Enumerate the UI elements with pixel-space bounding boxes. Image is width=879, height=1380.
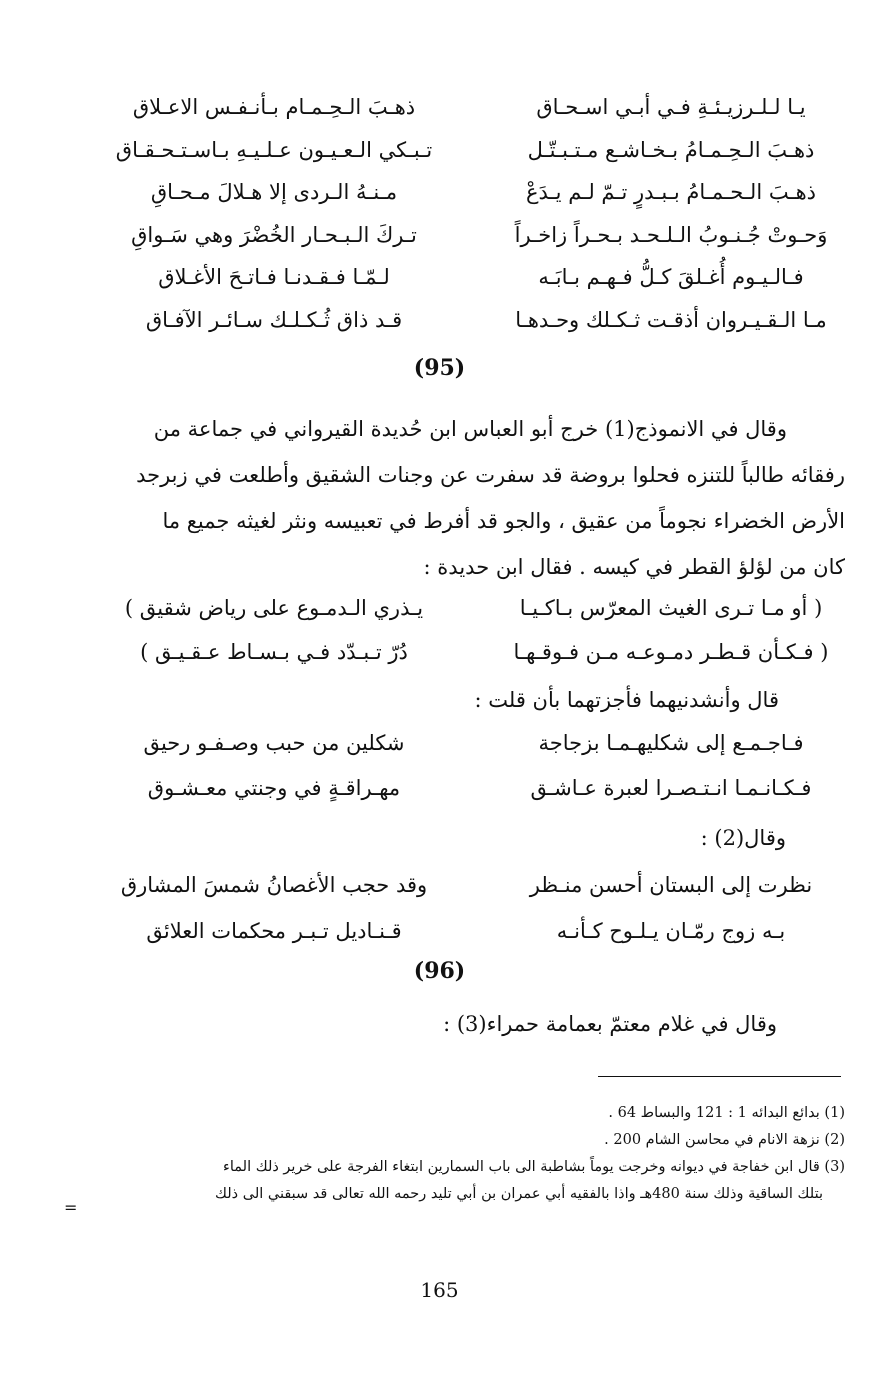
verse-second-hemistich: شكلين من حبب وصـفـو رحيق <box>143 730 405 755</box>
verse-second-hemistich: وقد حجب الأغصانُ شمسَ المشارق <box>120 873 428 897</box>
verse-second-hemistich: مـنـهُ الـردى إلا هـلالَ مـحـاقِ <box>150 180 398 205</box>
prose-line: كان من لؤلؤ القطر في كيسه . فقال ابن حديدة : <box>423 555 845 579</box>
verse-first-hemistich: وَحـوتْ جُـنـوبُ الـلـحـد بـحـراً زاخـراً <box>514 222 828 247</box>
verse-row <box>100 299 845 342</box>
verse-first-hemistich: نظرت إلى البستان أحسن منـظر <box>529 873 813 897</box>
verse-row <box>100 256 845 299</box>
verse-first-hemistich: فـكـانـمـا انـتـصـرا لعبرة عـاشـق <box>530 775 812 800</box>
verse-row <box>100 862 845 908</box>
prose-paragraph <box>100 406 845 590</box>
footnote: (1) بدائع البدائه 1 : 121 والبساط 64 . <box>608 1105 845 1121</box>
page-number: 165 <box>420 1278 459 1302</box>
verse-intro: وقال في غلام معتمّ بعمامة حمراء(3) : <box>443 1012 777 1036</box>
footnotes <box>70 1100 845 1208</box>
verse-row <box>100 86 845 129</box>
verse-first-hemistich: ذهـبَ الـحـمـامُ بـبـدرٍ تـمّ لـم يـدَعْ <box>525 180 817 205</box>
verse-first-hemistich: فـاجـمـع إلى شكليهـمـا بزجاجة <box>538 730 804 755</box>
verse-first-hemistich: بـه زوج رمّـان يـلـوح كـأنـه <box>556 919 786 943</box>
poem-rain <box>100 586 845 674</box>
verse-second-hemistich: ذهـبَ الـحِـمـام بـأنـفـس الاعـلاق <box>132 95 416 120</box>
verse-second-hemistich: قـد ذاق ثُـكـلـك سـائـر الآفـاق <box>145 307 403 332</box>
verse-row <box>100 908 845 954</box>
verse-intro: وقال(2) : <box>700 826 786 850</box>
prose-line: الأرض الخضراء نجوماً من عقيق ، والجو قد أفرط في تعبيسه ونثر لغيثه جميع ما <box>162 509 845 533</box>
footnote: (2) نزهة الانام في محاسن الشام 200 . <box>604 1132 845 1148</box>
verse-second-hemistich: مهـراقـةٍ في وجنتي معـشـوق <box>147 775 401 800</box>
verse-second-hemistich: تـركَ الـبـحـار الخُضْرَ وهي سَـواقِ <box>131 222 417 247</box>
verse-row <box>100 586 845 630</box>
verse-second-hemistich: تـبـكي الـعـيـون عـلـيـهِ بـاسـتـحـقـاق <box>115 137 433 162</box>
continuation-mark: = <box>64 1198 78 1217</box>
verse-row <box>100 630 845 674</box>
verse-second-hemistich: يـذري الـدمـوع على رياض شقيق ) <box>124 596 424 620</box>
footnote-separator <box>598 1076 841 1077</box>
footnote: (3) قال ابن خفاجة في ديوانه وخرجت يوماً بشاطبة الى باب السمارين ابتغاء الفرجة على خرير ذلك الماء <box>223 1159 845 1175</box>
verse-second-hemistich: دُرّ تـبـدّد فـي بـسـاط عـقـيـق ) <box>140 640 408 664</box>
verse-first-hemistich: يـا لـلـرزيـئـةِ فـي أبـي اسـحـاق <box>536 95 806 120</box>
verse-row <box>100 765 845 810</box>
verse-second-hemistich: قـنـاديل تـبـر محكمات العلائق <box>146 919 402 943</box>
verse-first-hemistich: ( أو مـا تـرى الغيث المعرّس بـاكـيـا <box>519 596 823 620</box>
verse-intro: قال وأنشدنيهما فأجزتهما بأن قلت : <box>474 688 779 712</box>
section-number: (96) <box>413 958 466 984</box>
verse-first-hemistich: فـالـيـوم أُغـلقَ كـلُّ فـهـم بـابَـه <box>538 265 804 290</box>
verse-row <box>100 214 845 257</box>
section-number: (95) <box>413 355 466 381</box>
poem-elegy <box>100 86 845 341</box>
verse-first-hemistich: ( فـكـأن قـطـر دمـوعـه مـن فـوقـهـا <box>513 640 829 664</box>
verse-second-hemistich: لـمّـا فـقـدنـا فـاتـحَ الأغـلاق <box>158 265 390 290</box>
poem-reply <box>100 720 845 810</box>
footnote-continuation: بتلك الساقية وذلك سنة 480هـ واذا بالفقيه أبي عمران بن أبي تليد رحمه الله تعالى قد سبقني الى ذلك <box>215 1186 823 1202</box>
poem-garden <box>100 862 845 954</box>
verse-row <box>100 720 845 765</box>
prose-line: وقال في الانموذج(1) خرج أبو العباس ابن حُديدة القيرواني في جماعة من <box>153 417 787 441</box>
verse-row <box>100 171 845 214</box>
verse-row <box>100 129 845 172</box>
verse-first-hemistich: ذهـبَ الـحِـمـامُ بـخـاشـع مـتـبـتّـل <box>527 137 815 162</box>
prose-line: رفقائه طالباً للتنزه فحلوا بروضة قد سفرت عن وجنات الشقيق وأطلعت في زبرجد <box>136 463 845 487</box>
verse-first-hemistich: مـا الـقـيـروان أذقـت ثـكـلك وحـدهـا <box>515 307 827 332</box>
